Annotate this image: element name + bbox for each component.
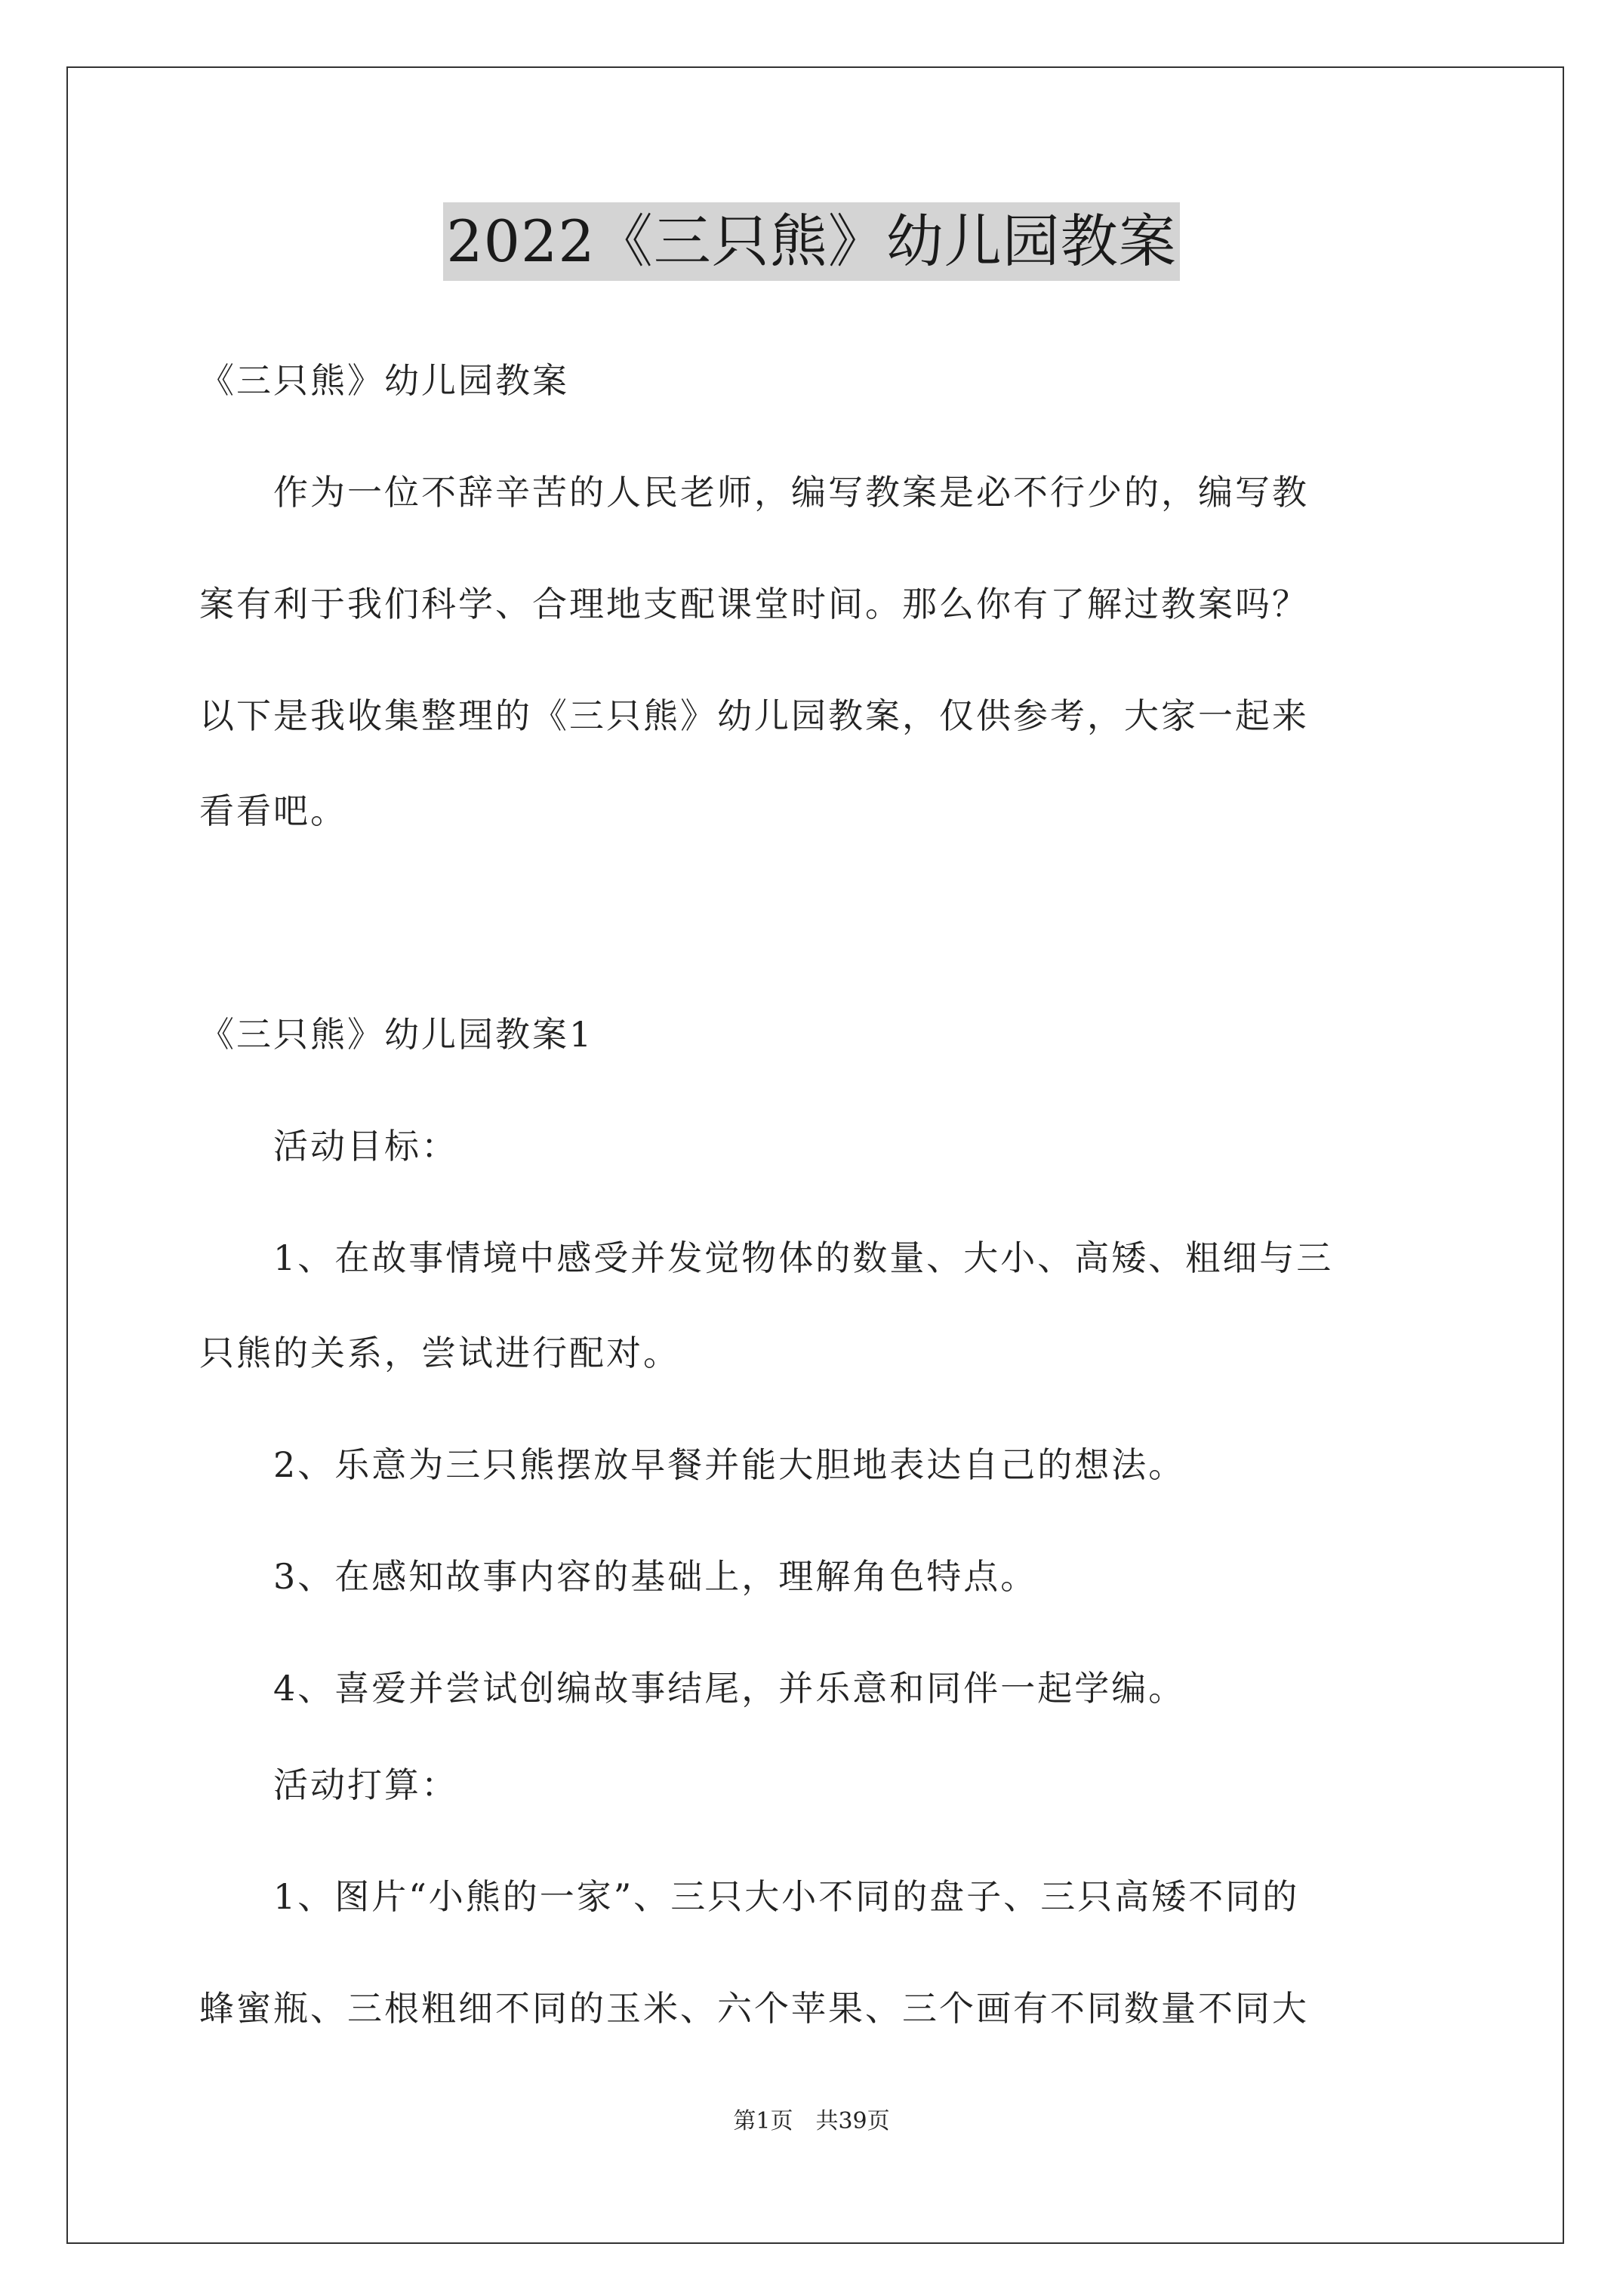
page-footer: 第1页 共39页	[733, 2108, 890, 2134]
subtitle-line: 《三只熊》幼儿园教案	[199, 360, 569, 401]
body-line: 1、在故事情境中感受并发觉物体的数量、大小、高矮、粗细与三	[199, 1237, 1334, 1278]
body-line: 蜂蜜瓶、三根粗细不同的玉米、六个苹果、三个画有不同数量不同大	[199, 1988, 1309, 2029]
body-line: 3、在感知故事内容的基础上，理解角色特点。	[199, 1556, 1038, 1597]
body-line: 以下是我收集整理的《三只熊》幼儿园教案，仅供参考，大家一起来	[199, 695, 1309, 736]
body-line: 活动目标：	[199, 1126, 458, 1166]
body-line: 看看吧。	[199, 791, 347, 831]
body-line: 1、图片“小熊的一家”、三只大小不同的盘子、三只高矮不同的	[199, 1876, 1300, 1917]
title-container	[0, 202, 1623, 281]
document-title: 2022《三只熊》幼儿园教案	[443, 202, 1179, 281]
section-heading: 《三只熊》幼儿园教案1	[199, 1014, 594, 1055]
body-line: 2、乐意为三只熊摆放早餐并能大胆地表达自己的想法。	[199, 1444, 1186, 1485]
body-line: 只熊的关系，尝试进行配对。	[199, 1333, 680, 1373]
body-line: 活动打算：	[199, 1764, 458, 1805]
body-line: 作为一位不辞辛苦的人民老师，编写教案是必不行少的，编写教	[199, 472, 1309, 513]
body-line: 案有利于我们科学、合理地支配课堂时间。那么你有了解过教案吗？	[199, 584, 1309, 624]
body-line: 4、喜爱并尝试创编故事结尾，并乐意和同伴一起学编。	[199, 1668, 1186, 1709]
